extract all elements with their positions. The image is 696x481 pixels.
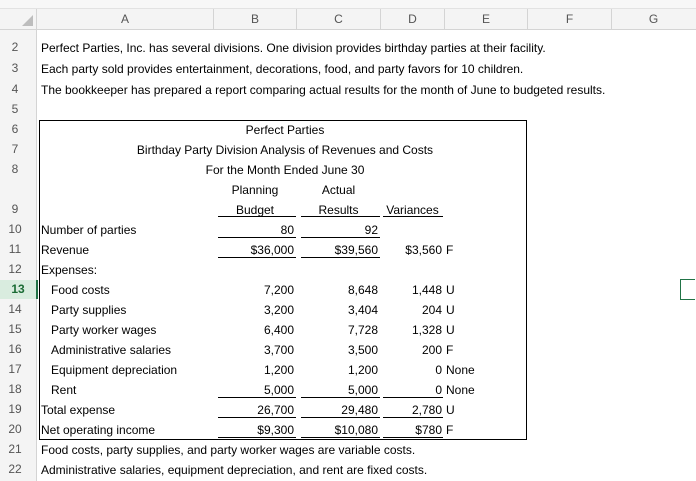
actual-party-worker-wages[interactable]: 7,728 <box>347 323 378 337</box>
column-header-d[interactable]: D <box>381 9 445 29</box>
budget-total-expense[interactable]: 26,700 <box>257 403 294 417</box>
report-company[interactable]: Perfect Parties <box>245 123 325 137</box>
note-variable-costs[interactable]: Food costs, party supplies, and party worker wages are variable costs. <box>41 443 416 457</box>
variance-party-supplies[interactable]: 204 <box>421 303 442 317</box>
actual-total-expense[interactable]: 29,480 <box>341 403 378 417</box>
variance-total-expense[interactable]: 2,780 <box>411 403 442 417</box>
underline <box>301 397 380 398</box>
column-header-e[interactable]: E <box>445 9 528 29</box>
label-number-of-parties[interactable]: Number of parties <box>41 223 137 237</box>
row-header-5[interactable]: 5 <box>11 102 19 116</box>
header-results[interactable]: Results <box>318 203 359 217</box>
label-rent[interactable]: Rent <box>51 383 77 397</box>
underline <box>218 417 296 418</box>
underline <box>383 397 443 398</box>
intro-line-3[interactable]: The bookkeeper has prepared a report comparing actual results for the month of June to budgeted results. <box>41 83 606 97</box>
variance-equipment-depreciation[interactable]: 0 <box>435 363 442 377</box>
label-party-supplies[interactable]: Party supplies <box>51 303 127 317</box>
flag-party-worker-wages[interactable]: U <box>446 323 455 337</box>
actual-administrative-salaries[interactable]: 3,500 <box>347 343 378 357</box>
row-header-2[interactable]: 2 <box>11 40 19 54</box>
budget-party-supplies[interactable]: 3,200 <box>263 303 294 317</box>
row-header-19[interactable]: 19 <box>8 402 22 416</box>
variance-party-worker-wages[interactable]: 1,328 <box>411 323 442 337</box>
flag-revenue[interactable]: F <box>446 243 454 257</box>
underline <box>218 237 296 238</box>
label-party-worker-wages[interactable]: Party worker wages <box>51 323 157 337</box>
column-header-f[interactable]: F <box>528 9 612 29</box>
column-header-b[interactable]: B <box>214 9 297 29</box>
variance-food-costs[interactable]: 1,448 <box>411 283 442 297</box>
row-header-11[interactable]: 11 <box>8 242 22 256</box>
actual-net-operating-income[interactable]: $10,080 <box>334 423 378 437</box>
actual-number-of-parties[interactable]: 92 <box>364 223 378 237</box>
actual-equipment-depreciation[interactable]: 1,200 <box>347 363 378 377</box>
underline <box>301 417 380 418</box>
actual-food-costs[interactable]: 8,648 <box>347 283 378 297</box>
actual-party-supplies[interactable]: 3,404 <box>347 303 378 317</box>
budget-administrative-salaries[interactable]: 3,700 <box>263 343 294 357</box>
header-variances[interactable]: Variances <box>386 203 439 217</box>
flag-administrative-salaries[interactable]: F <box>446 343 454 357</box>
intro-line-1[interactable]: Perfect Parties, Inc. has several divisions. One division provides birthday parties at their facility. <box>41 41 546 55</box>
selection-border <box>680 279 695 300</box>
budget-party-worker-wages[interactable]: 6,400 <box>263 323 294 337</box>
variance-administrative-salaries[interactable]: 200 <box>421 343 442 357</box>
variance-rent[interactable]: 0 <box>435 383 442 397</box>
row-header-13[interactable]: 13 <box>0 280 38 299</box>
row-header-21[interactable]: 21 <box>8 442 22 456</box>
label-net-operating-income[interactable]: Net operating income <box>41 423 156 437</box>
column-header-bar <box>0 9 696 30</box>
flag-equipment-depreciation[interactable]: None <box>446 363 475 377</box>
flag-food-costs[interactable]: U <box>446 283 455 297</box>
header-variances-underline <box>383 216 443 217</box>
row-header-14[interactable]: 14 <box>8 302 22 316</box>
row-header-18[interactable]: 18 <box>8 382 22 396</box>
formula-bar[interactable] <box>0 0 696 9</box>
report-title[interactable]: Birthday Party Division Analysis of Revenues and Costs <box>136 143 434 157</box>
underline <box>301 237 380 238</box>
label-equipment-depreciation[interactable]: Equipment depreciation <box>51 363 178 377</box>
header-actual[interactable]: Actual <box>321 183 356 197</box>
row-header-9[interactable]: 9 <box>11 202 19 216</box>
select-all-corner[interactable] <box>0 9 37 29</box>
label-administrative-salaries[interactable]: Administrative salaries <box>51 343 172 357</box>
header-results-underline <box>301 216 380 217</box>
column-header-c[interactable]: C <box>297 9 381 29</box>
budget-net-operating-income[interactable]: $9,300 <box>257 423 294 437</box>
column-header-g[interactable]: G <box>648 12 659 26</box>
variance-revenue[interactable]: $3,560 <box>405 243 442 257</box>
column-header-a[interactable]: A <box>37 9 214 29</box>
flag-party-supplies[interactable]: U <box>446 303 455 317</box>
actual-revenue[interactable]: $39,560 <box>334 243 378 257</box>
double-underline <box>301 436 380 440</box>
budget-equipment-depreciation[interactable]: 1,200 <box>263 363 294 377</box>
row-header-3[interactable]: 3 <box>11 61 19 75</box>
double-underline <box>383 436 443 440</box>
flag-total-expense[interactable]: U <box>446 403 455 417</box>
row-header-8[interactable]: 8 <box>11 162 19 176</box>
intro-line-2[interactable]: Each party sold provides entertainment, decorations, food, and party favors for 10 children. <box>41 62 524 76</box>
label-expenses[interactable]: Expenses: <box>41 263 98 277</box>
row-header-22[interactable]: 22 <box>8 462 22 476</box>
label-revenue[interactable]: Revenue <box>41 243 90 257</box>
row-header-17[interactable]: 17 <box>8 362 22 376</box>
row-header-6[interactable]: 6 <box>11 122 19 136</box>
flag-rent[interactable]: None <box>446 383 475 397</box>
underline <box>383 417 443 418</box>
budget-number-of-parties[interactable]: 80 <box>280 223 294 237</box>
report-period[interactable]: For the Month Ended June 30 <box>205 163 365 177</box>
row-header-20[interactable]: 20 <box>8 422 22 436</box>
row-header-4[interactable]: 4 <box>11 82 19 96</box>
label-food-costs[interactable]: Food costs <box>51 283 110 297</box>
underline <box>218 257 296 258</box>
row-header-12[interactable]: 12 <box>8 262 22 276</box>
actual-rent[interactable]: 5,000 <box>347 383 378 397</box>
budget-revenue[interactable]: $36,000 <box>250 243 294 257</box>
budget-food-costs[interactable]: 7,200 <box>263 283 294 297</box>
flag-net-operating-income[interactable]: F <box>446 423 454 437</box>
select-all-icon <box>22 15 33 26</box>
header-budget[interactable]: Budget <box>235 203 275 217</box>
row-header-15[interactable]: 15 <box>8 322 22 336</box>
row-header-10[interactable]: 10 <box>8 222 22 236</box>
header-budget-underline <box>218 216 296 217</box>
row-header-7[interactable]: 7 <box>11 142 19 156</box>
header-planning[interactable]: Planning <box>231 183 279 197</box>
underline <box>301 257 380 258</box>
variance-net-operating-income[interactable]: $780 <box>415 423 442 437</box>
budget-rent[interactable]: 5,000 <box>263 383 294 397</box>
double-underline <box>218 436 296 440</box>
note-fixed-costs[interactable]: Administrative salaries, equipment depreciation, and rent are fixed costs. <box>41 463 428 477</box>
label-total-expense[interactable]: Total expense <box>41 403 116 417</box>
underline <box>218 397 296 398</box>
row-header-16[interactable]: 16 <box>8 342 22 356</box>
